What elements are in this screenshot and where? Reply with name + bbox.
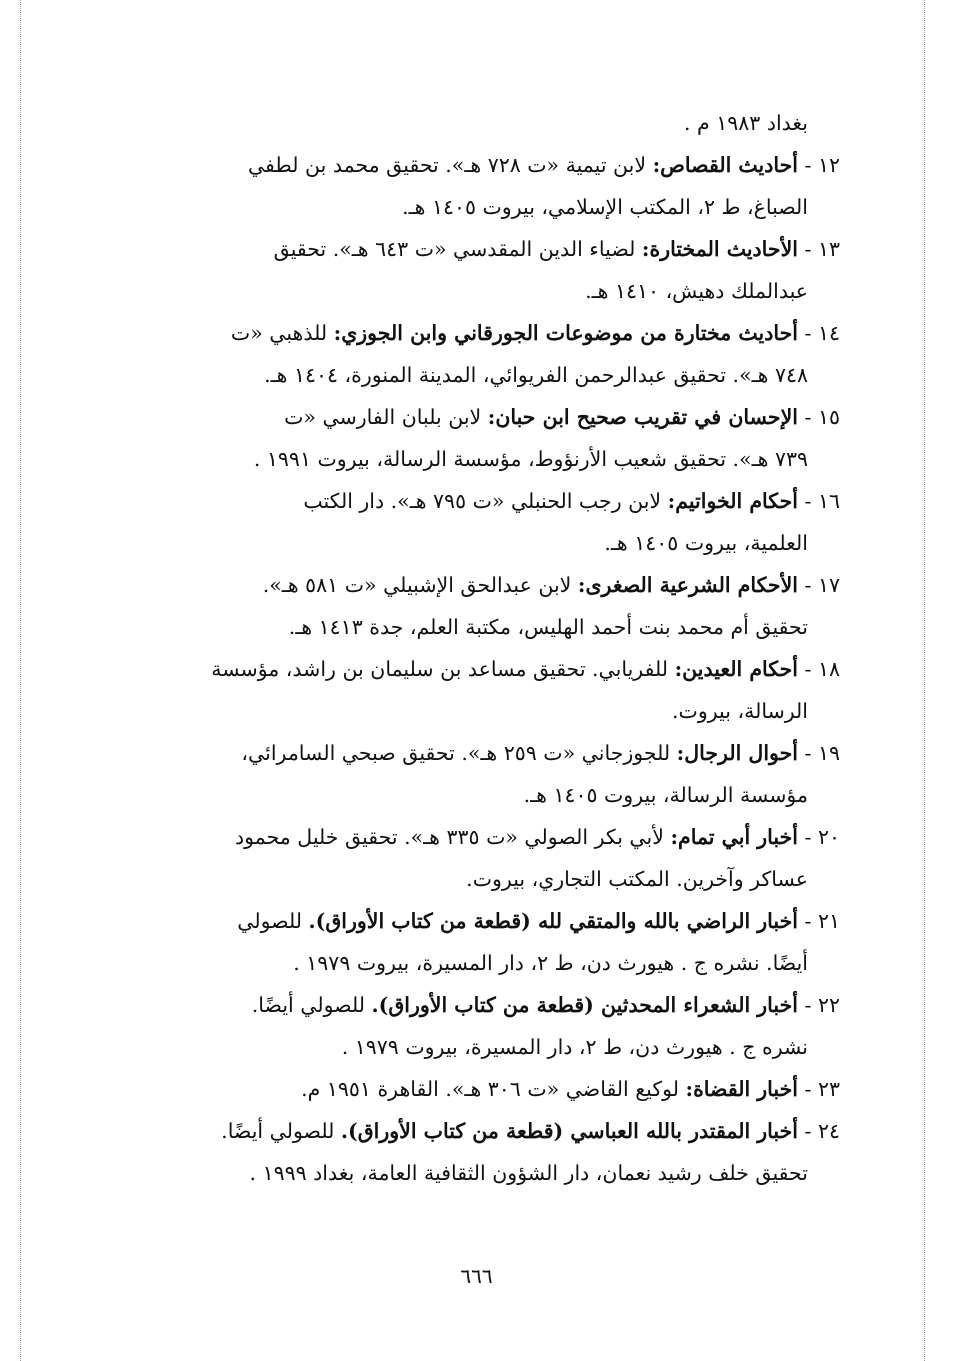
entry-first-line xyxy=(120,228,840,270)
entry-details: لابن تيمية «ت ٧٢٨ هـ». تحقيق محمد بن لطفي xyxy=(247,153,647,177)
entry-title: أحكام العيدين: xyxy=(674,657,798,681)
entry-title: أحاديث مختارة من موضوعات الجورقاني وابن الجوزي: xyxy=(333,321,798,345)
entry-continuation-line: عبدالملك دهيش، ١٤١٠ هـ. xyxy=(585,279,808,303)
entry-continuation-line: نشره ج . هيورث دن، ط ٢، دار المسيرة، بيروت ١٩٧٩ . xyxy=(341,1035,808,1059)
entry-details: للذهبي «ت xyxy=(230,321,328,345)
entry-title: أحكام الخواتيم: xyxy=(667,489,798,513)
entry-number: ١٣ - xyxy=(804,237,840,261)
entry-details: للجوزجاني «ت ٢٥٩ هـ». تحقيق صبحي السامرائي، xyxy=(241,741,671,765)
entry-details: للصولي أيضًا. xyxy=(251,993,365,1017)
entry-number: ٢٢ - xyxy=(804,993,840,1017)
entry-title: أخبار أبي تمام: xyxy=(670,825,798,849)
entry-details: للصولي xyxy=(237,909,302,933)
entry-title: أحاديث القصاص: xyxy=(652,153,798,177)
entry-first-line xyxy=(120,732,840,774)
entry-title: الأحاديث المختارة: xyxy=(641,237,798,261)
entry-number: ٢٣ - xyxy=(804,1077,840,1101)
entry-title: أخبار الشعراء المحدثين (قطعة من كتاب الأوراق). xyxy=(371,993,798,1017)
entry-number: ١٥ - xyxy=(804,405,840,429)
entry-number: ٢٤ - xyxy=(804,1119,840,1143)
entry-first-line xyxy=(120,312,840,354)
entry-details: لضياء الدين المقدسي «ت ٦٤٣ هـ». تحقيق xyxy=(273,237,636,261)
entry-details: لابن رجب الحنبلي «ت ٧٩٥ هـ». دار الكتب xyxy=(303,489,662,513)
entry-continuation-line: ٧٣٩ هـ». تحقيق شعيب الأرنؤوط، مؤسسة الرسالة، بيروت ١٩٩١ . xyxy=(253,447,808,471)
entry-title: أخبار القضاة: xyxy=(685,1077,798,1101)
entry-first-line xyxy=(120,816,840,858)
entry-first-line xyxy=(120,564,840,606)
intro-line: بغداد ١٩٨٣ م . xyxy=(684,111,808,135)
entry-continuation-line: الصباغ، ط ٢، المكتب الإسلامي، بيروت ١٤٠٥ هـ. xyxy=(402,195,808,219)
entry-continuation-line: عساكر وآخرين. المكتب التجاري، بيروت. xyxy=(466,867,808,891)
entry-title: الإحسان في تقريب صحيح ابن حبان: xyxy=(487,405,798,429)
entry-continuation-line: تحقيق خلف رشيد نعمان، دار الشؤون الثقافية العامة، بغداد ١٩٩٩ . xyxy=(249,1161,808,1185)
entry-first-line xyxy=(120,396,840,438)
entry-first-line xyxy=(120,900,840,942)
entry-details: لأبي بكر الصولي «ت ٣٣٥ هـ». تحقيق خليل محمود xyxy=(235,825,664,849)
entry-details: لوكيع القاضي «ت ٣٠٦ هـ». القاهرة ١٩٥١ م. xyxy=(301,1077,679,1101)
entry-first-line xyxy=(120,648,840,690)
page-number: ٦٦٦ xyxy=(460,1264,493,1288)
entry-continuation-line: الرسالة، بيروت. xyxy=(672,699,808,723)
entry-details: للصولي أيضًا. xyxy=(221,1119,335,1143)
bibliography-content xyxy=(120,102,840,1194)
left-margin-dotted-line xyxy=(20,0,21,1361)
entry-title: أخبار الراضي بالله والمتقي لله (قطعة من كتاب الأوراق). xyxy=(308,909,798,933)
right-margin-dotted-line xyxy=(924,0,925,1361)
entry-number: ١٦ - xyxy=(804,489,840,513)
entry-first-line xyxy=(120,984,840,1026)
entry-details: لابن عبدالحق الإشبيلي «ت ٥٨١ هـ». xyxy=(262,573,572,597)
entry-number: ١٨ - xyxy=(804,657,840,681)
bibliography-entries xyxy=(120,144,840,1194)
entry-first-line xyxy=(120,144,840,186)
entry-details: لابن بلبان الفارسي «ت xyxy=(284,405,482,429)
entry-number: ١٩ - xyxy=(804,741,840,765)
entry-number: ١٤ - xyxy=(804,321,840,345)
entry-details: للفريابي. تحقيق مساعد بن سليمان بن راشد، مؤسسة xyxy=(211,657,669,681)
entry-number: ٢١ - xyxy=(804,909,840,933)
entry-continuation-line: ٧٤٨ هـ». تحقيق عبدالرحمن الفريوائي، المدينة المنورة، ١٤٠٤ هـ. xyxy=(264,363,808,387)
entry-number: ١٧ - xyxy=(804,573,840,597)
entry-continuation-line: أيضًا. نشره ج . هيورث دن، ط ٢، دار المسيرة، بيروت ١٩٧٩ . xyxy=(293,951,808,975)
entry-title: أخبار المقتدر بالله العباسي (قطعة من كتاب الأوراق). xyxy=(340,1119,798,1143)
entry-number: ١٢ - xyxy=(804,153,840,177)
entry-title: أحوال الرجال: xyxy=(676,741,798,765)
entry-continuation-line: العلمية، بيروت ١٤٠٥ هـ. xyxy=(604,531,808,555)
entry-first-line xyxy=(120,1068,840,1110)
entry-continuation-line: تحقيق أم محمد بنت أحمد الهليس، مكتبة العلم، جدة ١٤١٣ هـ. xyxy=(288,615,808,639)
entry-number: ٢٠ - xyxy=(804,825,840,849)
entry-first-line xyxy=(120,1110,840,1152)
entry-title: الأحكام الشرعية الصغرى: xyxy=(577,573,798,597)
entry-first-line xyxy=(120,480,840,522)
entry-continuation-line: مؤسسة الرسالة، بيروت ١٤٠٥ هـ. xyxy=(523,783,808,807)
